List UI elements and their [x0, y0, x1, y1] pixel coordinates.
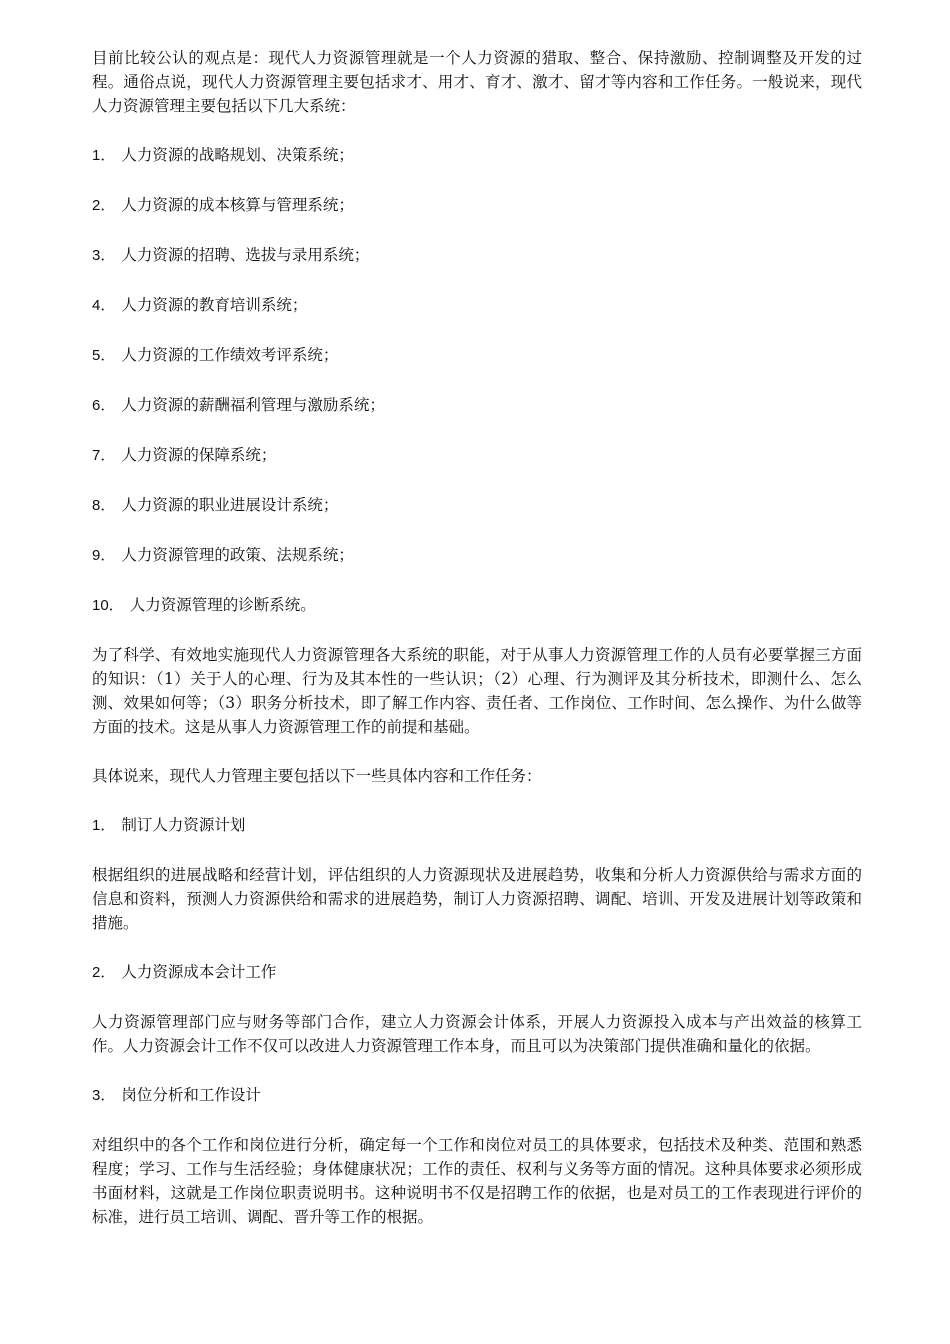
section-title: 人力资源成本会计工作 [121, 963, 277, 981]
item-text: 人力资源的保障系统； [121, 446, 277, 464]
section-body: 人力资源管理部门应与财务等部门合作，建立人力资源会计体系，开展人力资源投入成本与产出效益的核算工作。人力资源会计工作不仅可以改进人力资源管理工作本身，而且可以为决策部门提供准确和量化的依据。 [92, 1013, 862, 1055]
list-item [92, 343, 862, 368]
item-text: 人力资源管理的诊断系统。 [129, 596, 316, 614]
list-item [92, 143, 862, 168]
item-text: 人力资源的薪酬福利管理与激励系统； [121, 396, 385, 414]
list-item [92, 493, 862, 518]
list-item [92, 593, 862, 618]
list-item [92, 393, 862, 418]
section-heading [92, 1083, 862, 1108]
item-text: 人力资源的职业进展设计系统； [121, 496, 339, 514]
item-number: 4． [92, 297, 116, 314]
item-number: 7． [92, 447, 116, 464]
item-text: 人力资源管理的政策、法规系统； [121, 546, 354, 564]
item-number: 2． [92, 197, 116, 214]
section-heading [92, 813, 862, 838]
item-number: 10． [92, 597, 124, 614]
section-number: 3． [92, 1087, 116, 1104]
item-text: 人力资源的教育培训系统； [121, 296, 308, 314]
item-text: 人力资源的战略规划、决策系统； [121, 146, 354, 164]
item-number: 3． [92, 247, 116, 264]
section-heading [92, 960, 862, 985]
section-number: 1． [92, 817, 116, 834]
item-text: 人力资源的招聘、选拔与录用系统； [121, 246, 370, 264]
item-number: 1． [92, 147, 116, 164]
list-item [92, 243, 862, 268]
list-item [92, 293, 862, 318]
item-number: 9． [92, 547, 116, 564]
item-number: 5． [92, 347, 116, 364]
section-body: 对组织中的各个工作和岗位进行分析，确定每一个工作和岗位对员工的具体要求，包括技术及种类、范围和熟悉程度；学习、工作与生活经验；身体健康状况；工作的责任、权利与义务等方面的情况。这种具体要求必须形成书面材料，这就是工作岗位职责说明书。这种说明书不仅是招聘工作的依据，也是对员工的工作表现进行评价的标准，进行员工培训、调配、晋升等工作的根据。 [92, 1136, 862, 1226]
knowledge-paragraph: 为了科学、有效地实施现代人力资源管理各大系统的职能，对于从事人力资源管理工作的人员有必要掌握三方面的知识：（1）关于人的心理、行为及其本性的一些认识；（2）心理、行为测评及其分析技术，即测什么、怎么测、效果如何等；（3）职务分析技术，即了解工作内容、责任者、工作岗位、工作时间、怎么操作、为什么做等方面的技术。这是从事人力资源管理工作的前提和基础。 [92, 646, 862, 736]
systems-list [92, 143, 862, 618]
intro-paragraph: 目前比较公认的观点是：现代人力资源管理就是一个人力资源的猎取、整合、保持激励、控制调整及开发的过程。通俗点说，现代人力资源管理主要包括求才、用才、育才、激才、留才等内容和工作任务。一般说来，现代人力资源管理主要包括以下几大系统： [92, 49, 862, 115]
item-number: 6． [92, 397, 116, 414]
section-body: 根据组织的进展战略和经营计划，评估组织的人力资源现状及进展趋势，收集和分析人力资源供给与需求方面的信息和资料，预测人力资源供给和需求的进展趋势，制订人力资源招聘、调配、培训、开发及进展计划等政策和措施。 [92, 866, 862, 932]
list-item [92, 193, 862, 218]
item-text: 人力资源的工作绩效考评系统； [121, 346, 339, 364]
content-intro-paragraph: 具体说来，现代人力管理主要包括以下一些具体内容和工作任务： [92, 767, 542, 785]
section-number: 2． [92, 964, 116, 981]
list-item [92, 543, 862, 568]
section-title: 制订人力资源计划 [121, 816, 246, 834]
list-item [92, 443, 862, 468]
section-title: 岗位分析和工作设计 [121, 1086, 261, 1104]
item-text: 人力资源的成本核算与管理系统； [121, 196, 354, 214]
item-number: 8． [92, 497, 116, 514]
